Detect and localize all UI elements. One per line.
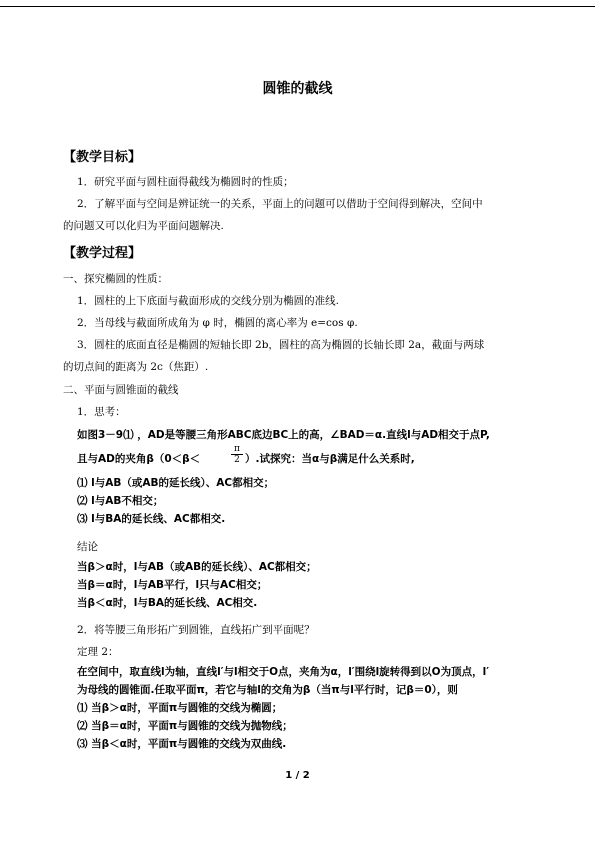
question-line-2a: 且与AD的夹角β（0＜β＜ — [77, 453, 201, 465]
theorem-line-2: 为母线的圆锥面.任取平面π，若它与轴l的交角为β（当π与l平行时，记β＝0），则 — [77, 684, 458, 696]
conclusion-label: 结论 — [77, 541, 98, 553]
theorem-case-3: ⑶ 当β＜α时，平面π与圆锥的交线为双曲线. — [77, 738, 287, 750]
section-heading-goals: 【教学目标】 — [63, 150, 142, 165]
theorem-line-1: 在空间中，取直线l为轴，直线l′与l相交于O点，夹角为α，l′围绕l旋转得到以O为顶点，l′ — [77, 666, 489, 678]
theorem-case-2: ⑵ 当β＝α时，平面π与圆锥的交线为抛物线； — [77, 720, 293, 732]
case-3: ⑶ l与BA的延长线、AC都相交. — [77, 513, 226, 525]
pi-over-2-fraction — [231, 444, 243, 465]
part1-point-3-line-2: 的切点间的距离为 2c（焦距）. — [63, 361, 209, 373]
case-2: ⑵ l与AB不相交； — [77, 495, 164, 507]
question-line-1: 如图3－9⑴ ，AD是等腰三角形ABC底边BC上的高，∠BAD＝α.直线l与AD相交于点P, — [77, 429, 490, 441]
part1-point-1: 1．圆柱的上下底面与截面形成的交线分别为椭圆的准线. — [77, 295, 340, 307]
case-1: ⑴ l与AB（或AB的延长线）、AC都相交； — [77, 477, 275, 489]
header-rule — [0, 6, 595, 7]
theorem-case-1: ⑴ 当β＞α时，平面π与圆锥的交线为椭圆； — [77, 702, 283, 714]
page-title: 圆锥的截线 — [262, 81, 333, 97]
page-number: 1 / 2 — [285, 770, 310, 781]
result-2: 当β＝α时，l与AB平行，l只与AC相交； — [77, 579, 268, 591]
question-line-2b: ）.试探究：当α与β满足什么关系时, — [245, 453, 415, 465]
goal-2-line-2: 的问题又可以化归为平面问题解决. — [63, 220, 224, 232]
section-heading-process: 【教学过程】 — [63, 246, 142, 261]
part1-point-2: 2．当母线与截面所成角为 φ 时，椭圆的离心率为 e=cos φ. — [77, 317, 358, 329]
fraction-denominator: 2 — [234, 455, 240, 465]
part2-think: 1．思考： — [77, 406, 126, 418]
fraction-numerator: π — [231, 444, 243, 455]
goal-1: 1．研究平面与圆柱面得截线为椭圆时的性质； — [77, 176, 294, 188]
extend-question: 2．将等腰三角形拓广到圆锥，直线拓广到平面呢？ — [77, 624, 315, 636]
theorem-label: 定理 2： — [77, 646, 119, 658]
part1-point-3-line-1: 3．圆柱的底面直径是椭圆的短轴长即 2b，圆柱的高为椭圆的长轴长即 2a，截面与两球 — [77, 339, 485, 351]
goal-2-line-1: 2．了解平面与空间是辨证统一的关系，平面上的问题可以借助于空间得到解决，空间中 — [77, 198, 483, 210]
part2-heading: 二、平面与圆锥面的截线 — [63, 384, 179, 396]
result-3: 当β＜α时，l与BA的延长线、AC相交. — [77, 597, 258, 609]
result-1: 当β＞α时，l与AB（或AB的延长线）、AC都相交； — [77, 561, 317, 573]
part1-heading: 一、探究椭圆的性质： — [63, 273, 168, 285]
